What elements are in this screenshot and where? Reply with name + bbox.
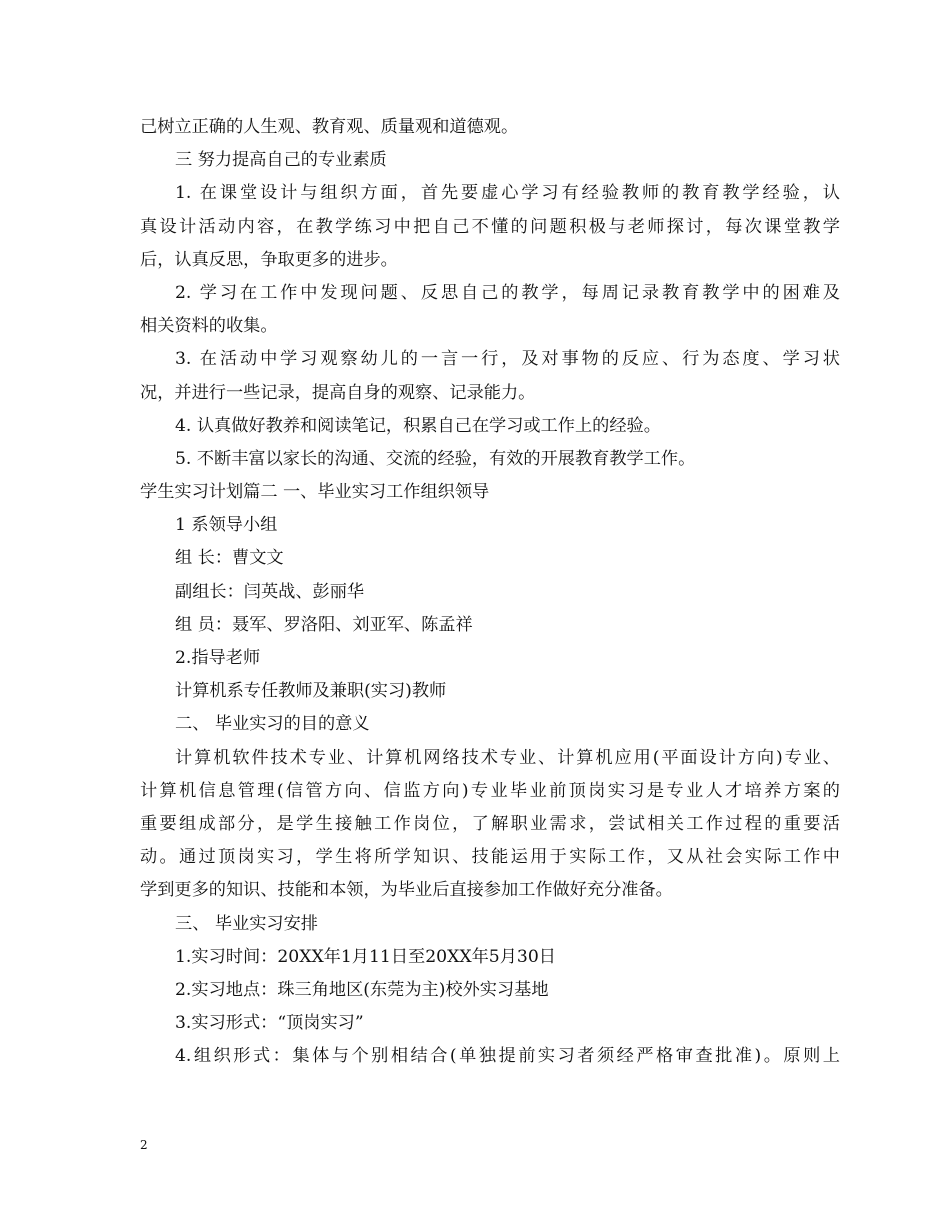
text-line: 计算机信息管理(信管方向、信监方向)专业毕业前顶岗实习是专业人才培养方案的 <box>140 780 840 801</box>
text-line: 计算机软件技术专业、计算机网络技术专业、计算机应用(平面设计方向)专业、 <box>175 747 840 768</box>
text-line: 2. 学习在工作中发现问题、反思自己的教学，每周记录教育教学中的困难及 <box>175 282 840 303</box>
text-line: 况，并进行一些记录，提高自身的观察、记录能力。 <box>140 382 536 403</box>
text-line: 副组长：闫英战、彭丽华 <box>175 581 365 602</box>
text-line: 2.指导老师 <box>175 648 261 668</box>
text-line: 1. 在课堂设计与组织方面，首先要虚心学习有经验教师的教育教学经验，认 <box>175 183 840 204</box>
text-line: 1 系领导小组 <box>175 515 278 536</box>
text-line: 后，认真反思，争取更多的进步。 <box>140 249 398 270</box>
text-line: 动。通过顶岗实习，学生将所学知识、技能运用于实际工作，又从社会实际工作中 <box>140 847 840 868</box>
text-line: 三、 毕业实习安排 <box>175 913 318 934</box>
text-line: 己树立正确的人生观、教育观、质量观和道德观。 <box>140 117 519 137</box>
text-line: 4.组织形式：集体与个别相结合(单独提前实习者须经严格审查批准)。原则上 <box>175 1046 840 1067</box>
text-line: 1.实习时间：20XX年1月11日至20XX年5月30日 <box>175 946 556 967</box>
text-line: 三 努力提高自己的专业素质 <box>175 150 387 171</box>
text-line: 重要组成部分，是学生接触工作岗位，了解职业需求，尝试相关工作过程的重要活 <box>140 813 840 834</box>
text-line: 5. 不断丰富以家长的沟通、交流的经验，有效的开展教育教学工作。 <box>175 448 696 469</box>
document-body <box>140 111 840 1073</box>
text-line: 3.实习形式：“顶岗实习” <box>175 1013 364 1034</box>
text-line: 学到更多的知识、技能和本领，为毕业后直接参加工作做好充分准备。 <box>140 880 673 901</box>
text-line: 真设计活动内容，在教学练习中把自己不懂的问题积极与老师探讨，每次课堂教学 <box>140 216 840 237</box>
page-number: 2 <box>140 1138 148 1152</box>
text-line: 4. 认真做好教养和阅读笔记，积累自己在学习或工作上的经验。 <box>175 415 661 436</box>
text-line: 相关资料的收集。 <box>140 316 278 337</box>
text-line: 学生实习计划篇二 一、毕业实习工作组织领导 <box>140 482 490 503</box>
text-line: 组 长：曹文文 <box>175 548 284 569</box>
text-line: 2.实习地点：珠三角地区(东莞为主)校外实习基地 <box>175 979 549 1000</box>
text-line: 3. 在活动中学习观察幼儿的一言一行，及对事物的反应、行为态度、学习状 <box>175 349 840 370</box>
text-line: 计算机系专任教师及兼职(实习)教师 <box>175 681 447 702</box>
text-line: 二、 毕业实习的目的意义 <box>175 714 370 735</box>
text-line: 组 员：聂军、罗洛阳、刘亚军、陈孟祥 <box>175 614 473 635</box>
